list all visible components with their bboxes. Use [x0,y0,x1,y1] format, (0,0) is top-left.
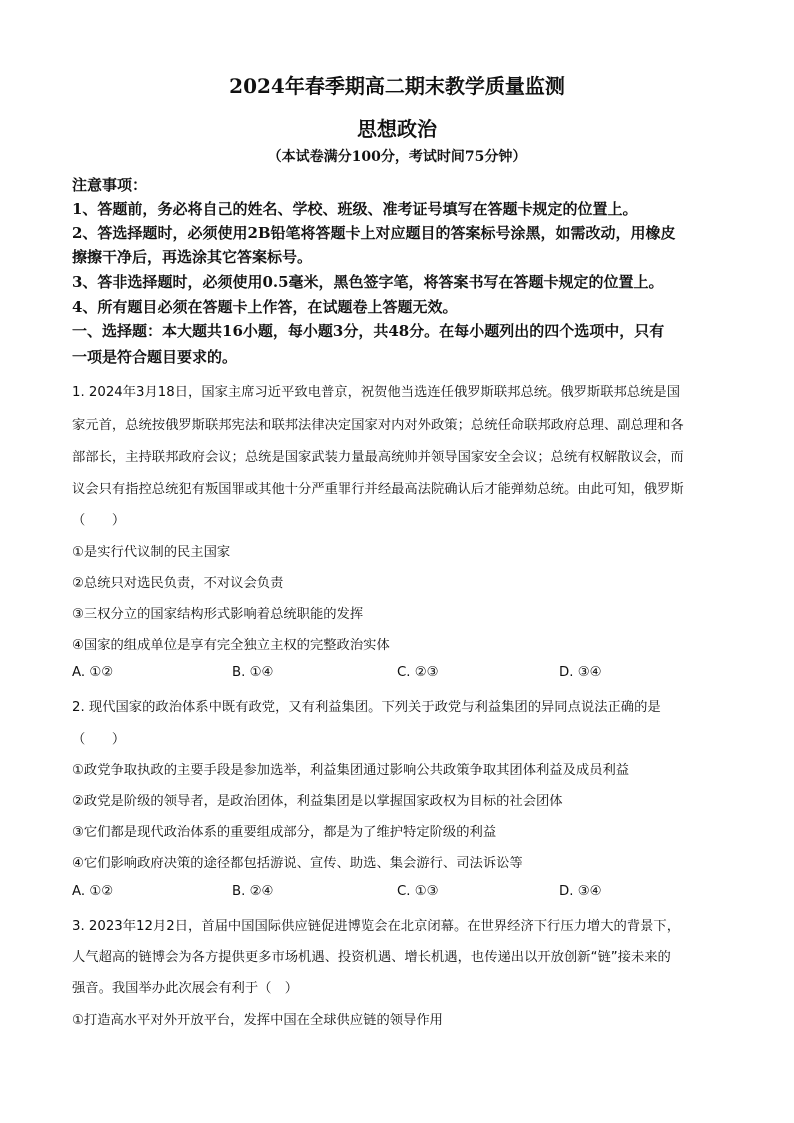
q3-stem-line-2: 人气超高的链博会为各方提供更多市场机遇、投资机遇、增长机遇，也传递出以开放创新“链”接未来的 [72,950,671,965]
q2-statement-1: ①政党争取执政的主要手段是参加选举，利益集团通过影响公共政策争取其团体利益及成员利益 [72,763,630,778]
instruction-item-2-line-2: 擦擦干净后，再选涂其它答案标号。 [72,248,313,266]
subject-title: 思想政治 [357,117,437,141]
instructions-heading: 注意事项： [72,176,148,194]
q1-statement-1: ①是实行代议制的民主国家 [72,545,231,560]
instruction-item-2-line-1: 2、答选择题时，必须使用2B铅笔将答题卡上对应题目的答案标号涂黑，如需改动，用橡皮 [72,224,676,242]
q1-stem-line-3: 部部长，主持联邦政府会议；总统是国家武装力量最高统帅并领导国家安全会议；总统有权解散议会，而 [72,450,684,465]
q1-stem-line-4: 议会只有指控总统犯有叛国罪或其他十分严重罪行并经最高法院确认后才能弹劾总统。由此可知，俄罗斯 [72,482,684,497]
q2-statement-3: ③它们都是现代政治体系的重要组成部分，都是为了维护特定阶级的利益 [72,825,497,840]
q2-option-d: D. ③④ [559,884,602,899]
q1-statement-4: ④国家的组成单位是享有完全独立主权的完整政治实体 [72,638,390,653]
q3-stem-line-3: 强音。我国举办此次展会有利于（ ） [72,981,299,996]
instruction-item-3: 3、答非选择题时，必须使用0.5毫米，黑色签字笔，将答案书写在答题卡规定的位置上。 [72,273,664,291]
q2-answer-blank: （ ） [72,732,126,747]
q2-statement-4: ④它们影响政府决策的途径都包括游说、宣传、助选、集会游行、司法诉讼等 [72,856,523,871]
exam-title: 2024年春季期高二期末教学质量监测 [229,74,565,98]
q3-stem-line-1: 3. 2023年12月2日，首届中国国际供应链促进博览会在北京闭幕。在世界经济下行压力增大的背景下， [72,919,681,934]
q1-stem-line-1: 1. 2024年3月18日，国家主席习近平致电普京，祝贺他当选连任俄罗斯联邦总统。俄罗斯联邦总统是国 [72,385,681,400]
q1-answer-blank: （ ） [72,513,126,528]
q2-option-c: C. ①③ [397,884,439,899]
q2-option-b: B. ②④ [232,884,274,899]
q1-stem-line-2: 家元首，总统按俄罗斯联邦宪法和联邦法律决定国家对内对外政策；总统任命联邦政府总理、副总理和各 [72,418,684,433]
q1-statement-2: ②总统只对选民负责，不对议会负责 [72,576,284,591]
exam-note: （本试卷满分100分，考试时间75分钟） [267,149,527,165]
section-heading-line-2: 一项是符合题目要求的。 [72,348,238,366]
q1-option-c: C. ②③ [397,665,439,680]
section-heading-line-1: 一、选择题：本大题共16小题，每小题3分，共48分。在每小题列出的四个选项中，只有 [72,322,665,340]
q1-option-b: B. ①④ [232,665,274,680]
q2-option-a: A. ①② [72,884,114,899]
instruction-item-4: 4、所有题目必须在答题卡上作答，在试题卷上答题无效。 [72,298,458,316]
q2-statement-2: ②政党是阶级的领导者，是政治团体，利益集团是以掌握国家政权为目标的社会团体 [72,794,563,809]
q1-statement-3: ③三权分立的国家结构形式影响着总统职能的发挥 [72,607,364,622]
q1-option-a: A. ①② [72,665,114,680]
instruction-item-1: 1、答题前，务必将自己的姓名、学校、班级、准考证号填写在答题卡规定的位置上。 [72,200,638,218]
q1-option-d: D. ③④ [559,665,602,680]
q2-stem-line-1: 2. 现代国家的政治体系中既有政党，又有利益集团。下列关于政党与利益集团的异同点说法正确的是 [72,700,661,715]
q3-statement-1: ①打造高水平对外开放平台，发挥中国在全球供应链的领导作用 [72,1013,443,1028]
